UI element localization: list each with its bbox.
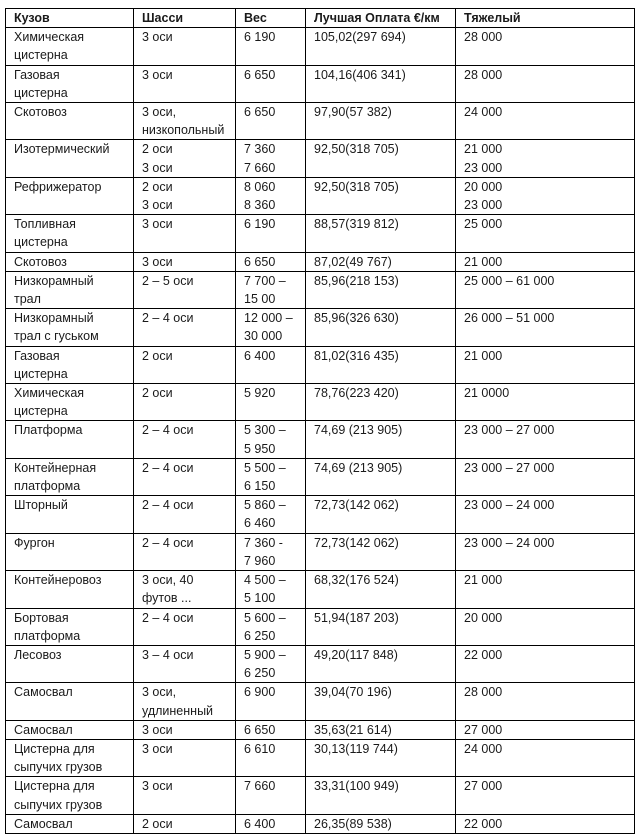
chassis-line: 2 – 4 оси: [142, 460, 194, 475]
best-pay-value: 26,35(89 538): [314, 816, 392, 831]
best-pay-cell: [306, 140, 456, 177]
table-row: [6, 720, 635, 739]
chassis-line: футов ...: [142, 591, 192, 606]
weight-line: 7 700 –: [244, 273, 286, 288]
header-chassis: Шасси: [134, 9, 236, 28]
weight-line: 5 860 –: [244, 498, 286, 513]
weight-line: 6 400: [244, 348, 276, 363]
chassis-cell: [134, 103, 236, 140]
chassis-cell: [134, 384, 236, 421]
chassis-cell: [134, 814, 236, 833]
heavy-line: 20 000: [464, 610, 503, 625]
body-type-line: цистерна: [14, 404, 68, 419]
best-pay-cell: [306, 683, 456, 720]
best-pay-cell: [306, 814, 456, 833]
header-best-pay: Лучшая Оплата €/км: [306, 9, 456, 28]
best-pay-cell: [306, 28, 456, 65]
table-row: [6, 458, 635, 495]
weight-line: 30 000: [244, 329, 283, 344]
table-row: [6, 533, 635, 570]
chassis-line: 2 – 5 оси: [142, 273, 194, 288]
best-pay-cell: [306, 458, 456, 495]
body-type-line: Контейнерная: [14, 460, 97, 475]
chassis-cell: [134, 252, 236, 271]
best-pay-value: 72,73(142 062): [314, 535, 399, 550]
heavy-line: 28 000: [464, 30, 503, 45]
chassis-cell: [134, 720, 236, 739]
chassis-cell: [134, 346, 236, 383]
chassis-cell: [134, 739, 236, 776]
chassis-cell: [134, 65, 236, 102]
body-type-cell: [6, 177, 134, 214]
trailer-spec-table: [5, 8, 635, 834]
chassis-line: 2 оси: [142, 142, 173, 157]
best-pay-value: 68,32(176 524): [314, 573, 399, 588]
heavy-cell: [456, 309, 635, 346]
chassis-line: 2 оси: [142, 179, 173, 194]
best-pay-value: 81,02(316 435): [314, 348, 399, 363]
heavy-cell: [456, 496, 635, 533]
body-type-cell: [6, 496, 134, 533]
chassis-cell: [134, 645, 236, 682]
chassis-cell: [134, 177, 236, 214]
heavy-line: 24 000: [464, 741, 503, 756]
best-pay-value: 104,16(406 341): [314, 67, 406, 82]
weight-cell: [236, 140, 306, 177]
body-type-cell: [6, 739, 134, 776]
body-type-cell: [6, 814, 134, 833]
best-pay-value: 105,02(297 694): [314, 30, 406, 45]
body-type-line: цистерна: [14, 85, 68, 100]
best-pay-cell: [306, 177, 456, 214]
heavy-line: 23 000 – 27 000: [464, 460, 555, 475]
weight-cell: [236, 571, 306, 608]
heavy-cell: [456, 346, 635, 383]
heavy-cell: [456, 65, 635, 102]
body-type-line: цистерна: [14, 235, 68, 250]
heavy-line: 28 000: [464, 67, 503, 82]
best-pay-cell: [306, 271, 456, 308]
weight-line: 5 950: [244, 441, 276, 456]
table-row: [6, 683, 635, 720]
heavy-cell: [456, 608, 635, 645]
chassis-line: 2 – 4 оси: [142, 498, 194, 513]
body-type-cell: [6, 421, 134, 458]
best-pay-value: 78,76(223 420): [314, 386, 399, 401]
table-row: [6, 215, 635, 252]
best-pay-value: 97,90(57 382): [314, 105, 392, 120]
weight-cell: [236, 645, 306, 682]
heavy-line: 26 000 – 51 000: [464, 311, 555, 326]
chassis-line: 2 – 4 оси: [142, 610, 194, 625]
body-type-line: Газовая: [14, 348, 60, 363]
table-row: [6, 28, 635, 65]
body-type-line: сыпучих грузов: [14, 760, 103, 775]
table-body: [6, 28, 635, 834]
table-row: [6, 777, 635, 814]
chassis-line: 3 оси: [142, 217, 173, 232]
chassis-cell: [134, 215, 236, 252]
best-pay-value: 88,57(319 812): [314, 217, 399, 232]
weight-line: 6 650: [244, 722, 276, 737]
best-pay-value: 92,50(318 705): [314, 142, 399, 157]
chassis-line: 2 оси: [142, 386, 173, 401]
chassis-cell: [134, 271, 236, 308]
weight-line: 7 360: [244, 142, 276, 157]
best-pay-cell: [306, 777, 456, 814]
weight-line: 5 920: [244, 386, 276, 401]
heavy-line: 21 000: [464, 573, 503, 588]
heavy-cell: [456, 215, 635, 252]
body-type-cell: [6, 309, 134, 346]
heavy-cell: [456, 683, 635, 720]
weight-cell: [236, 683, 306, 720]
table-row: [6, 739, 635, 776]
body-type-line: Бортовая: [14, 610, 69, 625]
body-type-line: Лесовоз: [14, 647, 62, 662]
chassis-line: удлиненный: [142, 703, 214, 718]
best-pay-value: 30,13(119 744): [314, 741, 398, 756]
weight-line: 6 650: [244, 105, 276, 120]
body-type-cell: [6, 271, 134, 308]
heavy-cell: [456, 384, 635, 421]
body-type-cell: [6, 346, 134, 383]
best-pay-cell: [306, 252, 456, 271]
best-pay-value: 87,02(49 767): [314, 254, 392, 269]
body-type-line: платформа: [14, 628, 81, 643]
heavy-line: 24 000: [464, 105, 503, 120]
chassis-line: 3 оси: [142, 741, 173, 756]
weight-cell: [236, 533, 306, 570]
body-type-cell: [6, 252, 134, 271]
body-type-line: Низкорамный: [14, 273, 94, 288]
body-type-line: Топливная: [14, 217, 76, 232]
best-pay-value: 85,96(218 153): [314, 273, 399, 288]
heavy-line: 21 000: [464, 348, 503, 363]
best-pay-value: 85,96(326 630): [314, 311, 399, 326]
best-pay-value: 74,69 (213 905): [314, 460, 403, 475]
body-type-cell: [6, 103, 134, 140]
heavy-line: 23 000: [464, 198, 503, 213]
best-pay-value: 35,63(21 614): [314, 722, 392, 737]
chassis-line: 2 – 4 оси: [142, 311, 194, 326]
heavy-cell: [456, 421, 635, 458]
table-row: [6, 252, 635, 271]
weight-line: 8 060: [244, 179, 276, 194]
heavy-cell: [456, 720, 635, 739]
chassis-cell: [134, 421, 236, 458]
chassis-line: 3 – 4 оси: [142, 647, 194, 662]
body-type-cell: [6, 384, 134, 421]
best-pay-cell: [306, 103, 456, 140]
chassis-line: 3 оси,: [142, 105, 177, 120]
weight-line: 6 460: [244, 516, 276, 531]
weight-cell: [236, 177, 306, 214]
body-type-line: Газовая: [14, 67, 60, 82]
best-pay-cell: [306, 608, 456, 645]
best-pay-value: 92,50(318 705): [314, 179, 399, 194]
chassis-line: 2 оси: [142, 348, 173, 363]
heavy-line: 28 000: [464, 685, 503, 700]
weight-line: 15 00: [244, 292, 276, 307]
weight-cell: [236, 608, 306, 645]
body-type-line: Цистерна для: [14, 779, 95, 794]
weight-line: 5 900 –: [244, 647, 286, 662]
heavy-line: 23 000: [464, 160, 503, 175]
heavy-line: 23 000 – 24 000: [464, 535, 555, 550]
heavy-line: 25 000: [464, 217, 503, 232]
heavy-line: 23 000 – 27 000: [464, 423, 555, 438]
body-type-cell: [6, 533, 134, 570]
heavy-line: 27 000: [464, 779, 503, 794]
weight-cell: [236, 215, 306, 252]
table-row: [6, 571, 635, 608]
body-type-line: трал с гуськом: [14, 329, 99, 344]
heavy-cell: [456, 271, 635, 308]
body-type-line: Изотермический: [14, 142, 110, 157]
chassis-cell: [134, 571, 236, 608]
best-pay-value: 39,04(70 196): [314, 685, 392, 700]
best-pay-value: 51,94(187 203): [314, 610, 399, 625]
chassis-line: 2 – 4 оси: [142, 423, 194, 438]
body-type-cell: [6, 720, 134, 739]
heavy-cell: [456, 645, 635, 682]
table-row: [6, 103, 635, 140]
table-row: [6, 384, 635, 421]
best-pay-cell: [306, 645, 456, 682]
table-row: [6, 65, 635, 102]
weight-line: 6 250: [244, 628, 276, 643]
best-pay-cell: [306, 384, 456, 421]
table-row: [6, 608, 635, 645]
body-type-cell: [6, 645, 134, 682]
best-pay-value: 33,31(100 949): [314, 779, 399, 794]
chassis-line: 3 оси: [142, 160, 173, 175]
table-header-row: [6, 9, 635, 28]
weight-line: 12 000 –: [244, 311, 293, 326]
heavy-cell: [456, 458, 635, 495]
chassis-line: 3 оси: [142, 67, 173, 82]
weight-cell: [236, 65, 306, 102]
heavy-line: 21 0000: [464, 386, 510, 401]
chassis-line: 3 оси,: [142, 685, 177, 700]
weight-line: 6 610: [244, 741, 276, 756]
table-row: [6, 271, 635, 308]
weight-cell: [236, 739, 306, 776]
best-pay-cell: [306, 215, 456, 252]
body-type-cell: [6, 777, 134, 814]
body-type-line: Фургон: [14, 535, 55, 550]
best-pay-cell: [306, 421, 456, 458]
weight-line: 6 650: [244, 67, 276, 82]
weight-cell: [236, 496, 306, 533]
best-pay-cell: [306, 309, 456, 346]
heavy-line: 21 000: [464, 142, 503, 157]
best-pay-cell: [306, 720, 456, 739]
chassis-line: 2 оси: [142, 816, 173, 831]
body-type-line: Платформа: [14, 423, 83, 438]
chassis-cell: [134, 309, 236, 346]
chassis-cell: [134, 458, 236, 495]
heavy-line: 23 000 – 24 000: [464, 498, 555, 513]
heavy-line: 27 000: [464, 722, 503, 737]
chassis-line: низкопольный: [142, 123, 225, 138]
weight-line: 5 300 –: [244, 423, 286, 438]
best-pay-cell: [306, 496, 456, 533]
best-pay-cell: [306, 739, 456, 776]
body-type-cell: [6, 215, 134, 252]
weight-line: 5 500 –: [244, 460, 286, 475]
table-row: [6, 645, 635, 682]
weight-cell: [236, 103, 306, 140]
body-type-line: Скотовоз: [14, 254, 67, 269]
body-type-cell: [6, 608, 134, 645]
body-type-line: Скотовоз: [14, 105, 67, 120]
body-type-line: Химическая: [14, 386, 85, 401]
heavy-line: 22 000: [464, 816, 503, 831]
chassis-cell: [134, 683, 236, 720]
body-type-line: Шторный: [14, 498, 68, 513]
weight-line: 8 360: [244, 198, 276, 213]
weight-cell: [236, 814, 306, 833]
heavy-line: 25 000 – 61 000: [464, 273, 555, 288]
body-type-cell: [6, 458, 134, 495]
best-pay-value: 72,73(142 062): [314, 498, 399, 513]
weight-line: 5 600 –: [244, 610, 286, 625]
weight-line: 4 500 –: [244, 573, 286, 588]
weight-line: 7 660: [244, 779, 276, 794]
body-type-line: Самосвал: [14, 816, 73, 831]
table-row: [6, 421, 635, 458]
weight-cell: [236, 458, 306, 495]
chassis-cell: [134, 496, 236, 533]
chassis-line: 3 оси: [142, 30, 173, 45]
chassis-cell: [134, 608, 236, 645]
chassis-cell: [134, 777, 236, 814]
body-type-line: Цистерна для: [14, 741, 95, 756]
body-type-line: Низкорамный: [14, 311, 94, 326]
weight-cell: [236, 271, 306, 308]
heavy-cell: [456, 177, 635, 214]
table-row: [6, 140, 635, 177]
best-pay-value: 49,20(117 848): [314, 647, 398, 662]
weight-line: 7 960: [244, 553, 276, 568]
table-row: [6, 177, 635, 214]
body-type-line: трал: [14, 292, 41, 307]
weight-cell: [236, 346, 306, 383]
chassis-cell: [134, 533, 236, 570]
body-type-line: Самосвал: [14, 722, 73, 737]
weight-line: 7 360 -: [244, 535, 283, 550]
weight-cell: [236, 777, 306, 814]
header-heavy: Тяжелый: [456, 9, 635, 28]
body-type-line: Контейнеровоз: [14, 573, 102, 588]
best-pay-cell: [306, 571, 456, 608]
weight-cell: [236, 28, 306, 65]
best-pay-cell: [306, 65, 456, 102]
heavy-cell: [456, 533, 635, 570]
heavy-cell: [456, 140, 635, 177]
chassis-cell: [134, 28, 236, 65]
table-row: [6, 346, 635, 383]
heavy-cell: [456, 103, 635, 140]
weight-line: 6 190: [244, 217, 276, 232]
weight-cell: [236, 252, 306, 271]
best-pay-cell: [306, 346, 456, 383]
heavy-cell: [456, 28, 635, 65]
heavy-line: 21 000: [464, 254, 503, 269]
weight-line: 5 100: [244, 591, 276, 606]
body-type-cell: [6, 683, 134, 720]
table-row: [6, 814, 635, 833]
chassis-line: 3 оси: [142, 779, 173, 794]
weight-line: 6 900: [244, 685, 276, 700]
heavy-line: 20 000: [464, 179, 503, 194]
heavy-cell: [456, 252, 635, 271]
weight-cell: [236, 309, 306, 346]
heavy-cell: [456, 777, 635, 814]
chassis-line: 3 оси: [142, 254, 173, 269]
weight-line: 6 650: [244, 254, 276, 269]
heavy-cell: [456, 571, 635, 608]
body-type-line: сыпучих грузов: [14, 797, 103, 812]
body-type-line: цистерна: [14, 48, 68, 63]
weight-line: 6 150: [244, 479, 276, 494]
heavy-line: 22 000: [464, 647, 503, 662]
body-type-line: платформа: [14, 479, 81, 494]
header-weight: Вес: [236, 9, 306, 28]
body-type-cell: [6, 65, 134, 102]
body-type-cell: [6, 140, 134, 177]
body-type-cell: [6, 571, 134, 608]
chassis-line: 3 оси: [142, 722, 173, 737]
header-body-type: Кузов: [6, 9, 134, 28]
table-row: [6, 496, 635, 533]
weight-line: 6 400: [244, 816, 276, 831]
body-type-line: Рефрижератор: [14, 179, 102, 194]
weight-line: 7 660: [244, 160, 276, 175]
chassis-line: 2 – 4 оси: [142, 535, 194, 550]
body-type-line: Самосвал: [14, 685, 73, 700]
heavy-cell: [456, 739, 635, 776]
best-pay-cell: [306, 533, 456, 570]
weight-cell: [236, 384, 306, 421]
chassis-cell: [134, 140, 236, 177]
weight-cell: [236, 720, 306, 739]
heavy-cell: [456, 814, 635, 833]
body-type-line: Химическая: [14, 30, 85, 45]
best-pay-value: 74,69 (213 905): [314, 423, 403, 438]
body-type-line: цистерна: [14, 366, 68, 381]
weight-cell: [236, 421, 306, 458]
chassis-line: 3 оси, 40: [142, 573, 194, 588]
weight-line: 6 250: [244, 666, 276, 681]
chassis-line: 3 оси: [142, 198, 173, 213]
table-row: [6, 309, 635, 346]
body-type-cell: [6, 28, 134, 65]
weight-line: 6 190: [244, 30, 276, 45]
